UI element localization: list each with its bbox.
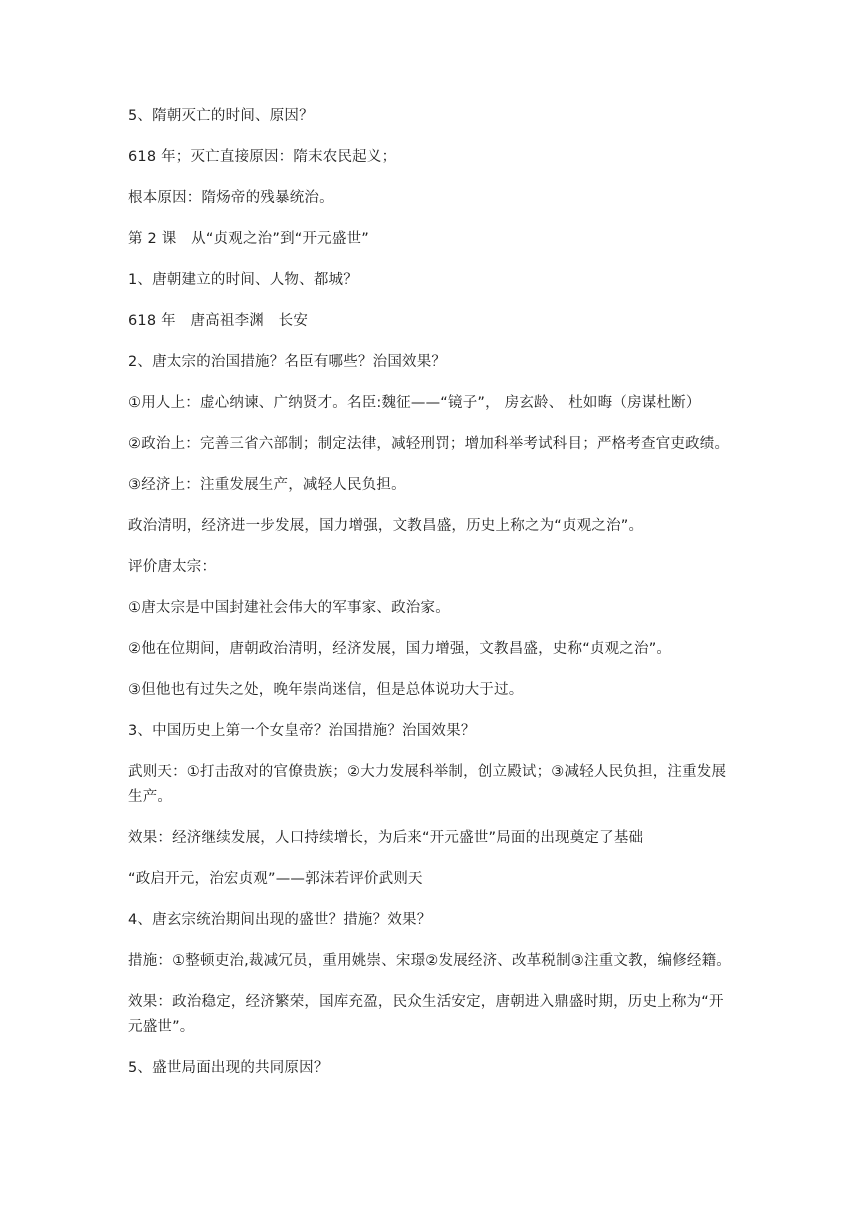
answer-line: ②政治上：完善三省六部制；制定法律，减轻刑罚；增加科举考试科目；严格考查官吏政绩。 <box>128 436 730 452</box>
question-line: 1、唐朝建立的时间、人物、都城？ <box>128 272 358 288</box>
answer-line: ③但他也有过失之处，晚年崇尚迷信，但是总体说功大于过。 <box>128 682 524 698</box>
answer-line: ①唐太宗是中国封建社会伟大的军事家、政治家。 <box>128 600 450 616</box>
quote-line: “政启开元，治宏贞观”——郭沫若评价武则天 <box>128 871 423 887</box>
document-body <box>128 104 738 1097</box>
answer-line: ②他在位期间，唐朝政治清明，经济发展，国力增强，文教昌盛，史称“贞观之治”。 <box>128 641 672 657</box>
answer-line: 效果：经济继续发展，人口持续增长，为后来“开元盛世”局面的出现奠定了基础 <box>128 830 644 846</box>
lesson-title: 第 2 课 从“贞观之治”到“开元盛世” <box>128 231 369 247</box>
answer-line: 措施：①整顿吏治,裁减冗员，重用姚崇、宋璟②发展经济、改革税制③注重文教，编修经籍。 <box>128 953 732 969</box>
answer-line: ③经济上：注重发展生产，减轻人民负担。 <box>128 477 406 493</box>
answer-line: 根本原因：隋炀帝的残暴统治。 <box>128 190 334 206</box>
answer-line: 政治清明，经济进一步发展，国力增强，文教昌盛，历史上称之为“贞观之治”。 <box>128 518 644 534</box>
answer-line: 618 年 唐高祖李渊 长安 <box>128 313 309 329</box>
question-line: 3、中国历史上第一个女皇帝？治国措施？治国效果？ <box>128 723 476 739</box>
question-line: 4、唐玄宗统治期间出现的盛世？措施？效果？ <box>128 912 432 928</box>
answer-line: 武则天：①打击敌对的官僚贵族；②大力发展科举制，创立殿试；③减轻人民负担，注重发展生产。 <box>128 764 727 805</box>
question-line: 5、盛世局面出现的共同原因？ <box>128 1060 329 1076</box>
answer-line: 效果：政治稳定，经济繁荣，国库充盈，民众生活安定，唐朝进入鼎盛时期，历史上称为“开元盛世”。 <box>128 994 724 1035</box>
answer-line: ①用人上：虚心纳谏、广纳贤才。名臣:魏征——“镜子”， 房玄龄、 杜如晦（房谋杜断） <box>128 395 701 411</box>
question-line: 2、唐太宗的治国措施？名臣有哪些？治国效果？ <box>128 354 447 370</box>
subheading-line: 评价唐太宗： <box>128 559 217 575</box>
question-line: 5、隋朝灭亡的时间、原因？ <box>128 108 314 124</box>
answer-line: 618 年；灭亡直接原因：隋末农民起义； <box>128 149 397 165</box>
